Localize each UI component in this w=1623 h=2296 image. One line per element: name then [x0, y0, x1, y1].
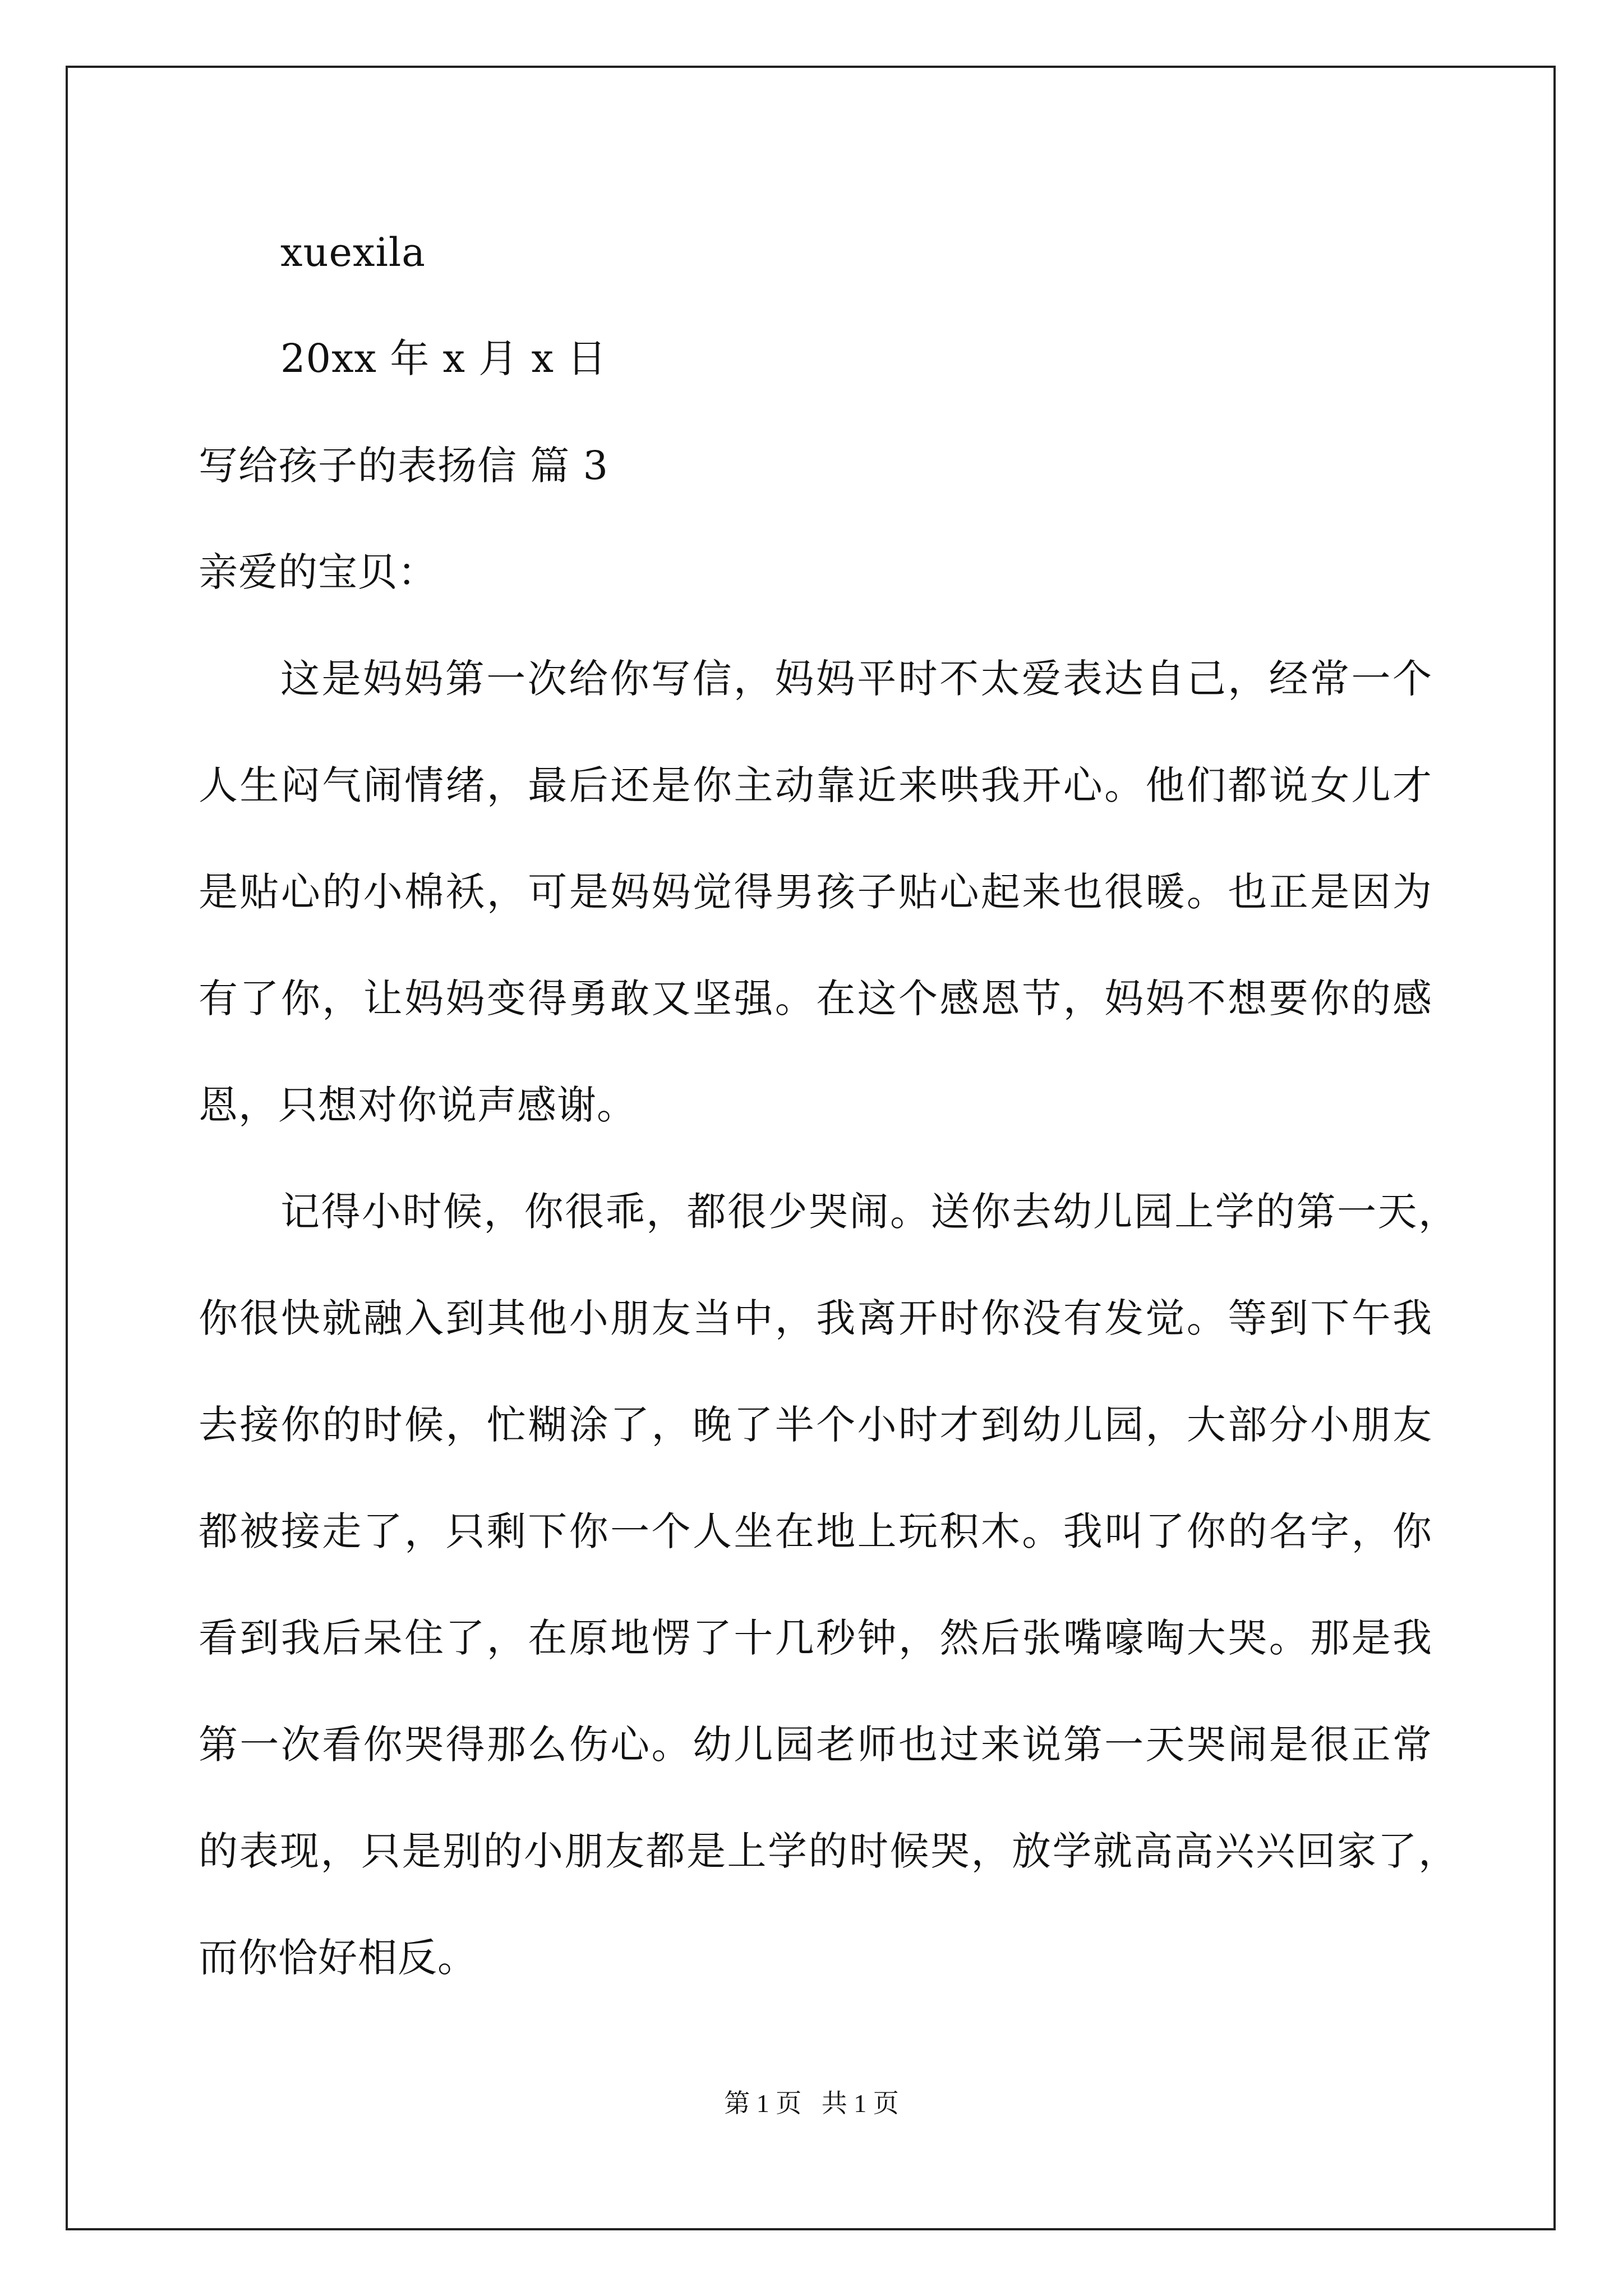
paragraph-2-line-3: 去接你的时候，忙糊涂了，晚了半个小时才到幼儿园，大部分小朋友: [199, 1402, 1432, 1448]
paragraph-2-line-5: 看到我后呆住了，在原地愣了十几秒钟，然后张嘴嚎啕大哭。那是我: [199, 1615, 1432, 1661]
paragraph-2-line-8: 而你恰好相反。: [199, 1935, 477, 1981]
paragraph-1-line-3: 是贴心的小棉袄，可是妈妈觉得男孩子贴心起来也很暖。也正是因为: [199, 869, 1432, 915]
paragraph-1-line-1: 这是妈妈第一次给你写信，妈妈平时不太爱表达自己，经常一个: [280, 656, 1432, 702]
paragraph-1-line-4: 有了你，让妈妈变得勇敢又坚强。在这个感恩节，妈妈不想要你的感: [199, 976, 1432, 1022]
paragraph-2-line-4: 都被接走了，只剩下你一个人坐在地上玩积木。我叫了你的名字，你: [199, 1508, 1432, 1554]
page-footer: [0, 2087, 1623, 2120]
paragraph-1-line-5: 恩，只想对你说声感谢。: [199, 1082, 637, 1128]
signature: xuexila: [280, 229, 426, 275]
paragraph-2-line-7: 的表现，只是别的小朋友都是上学的时候哭，放学就高高兴兴回家了，: [199, 1828, 1458, 1874]
salutation: 亲爱的宝贝：: [199, 549, 437, 595]
paragraph-2-line-1: 记得小时候，你很乖，都很少哭闹。送你去幼儿园上学的第一天，: [280, 1189, 1458, 1235]
date-line: 20xx 年 x 月 x 日: [280, 335, 607, 381]
paragraph-2-line-2: 你很快就融入到其他小朋友当中，我离开时你没有发觉。等到下午我: [199, 1295, 1432, 1341]
paragraph-1-line-2: 人生闷气闹情绪，最后还是你主动靠近来哄我开心。他们都说女儿才: [199, 762, 1432, 808]
paragraph-2-line-6: 第一次看你哭得那么伤心。幼儿园老师也过来说第一天哭闹是很正常: [199, 1722, 1432, 1768]
page-border: [66, 66, 1556, 2230]
page-number: 第 1 页: [724, 2089, 802, 2118]
page-total: 共 1 页: [821, 2089, 899, 2118]
section-title: 写给孩子的表扬信 篇 3: [199, 443, 609, 489]
